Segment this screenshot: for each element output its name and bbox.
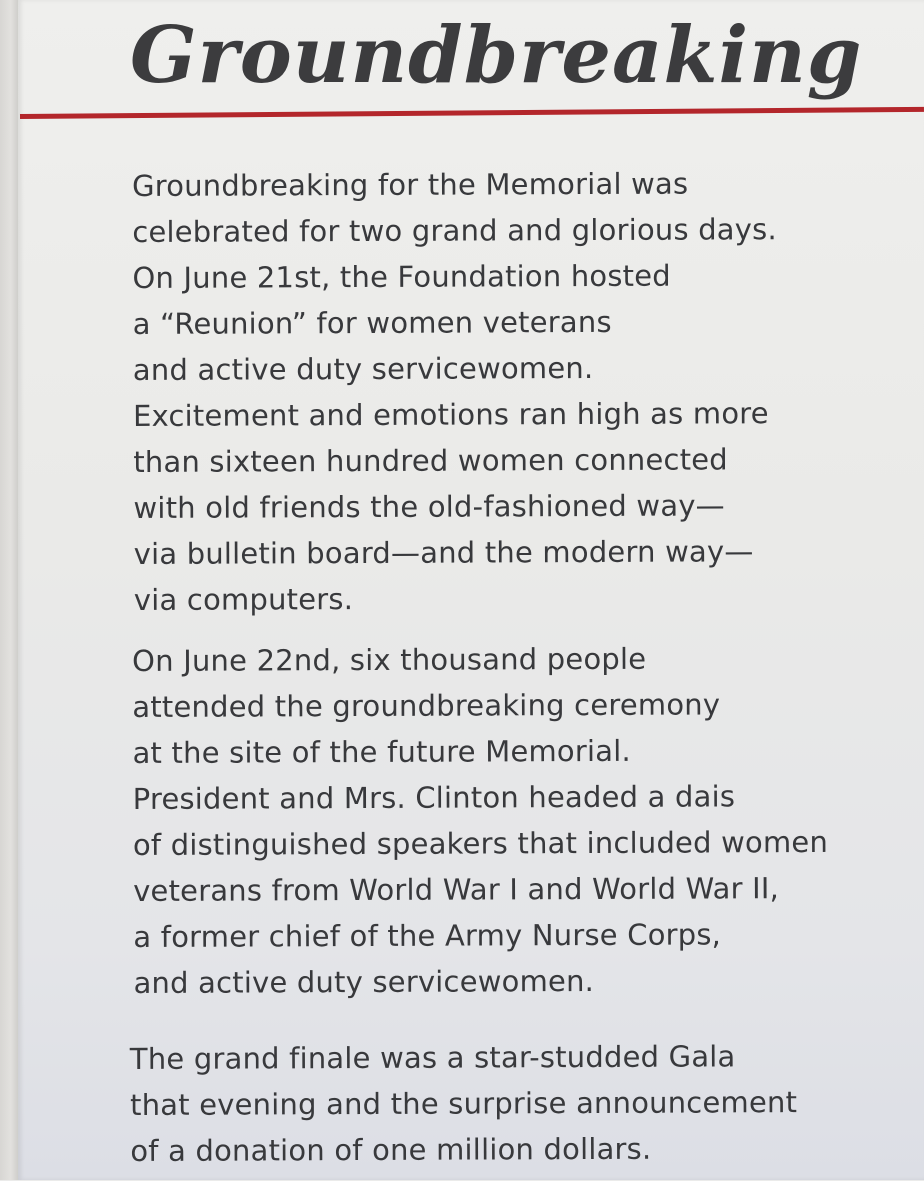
- paragraph-gala: [130, 1033, 798, 1174]
- text-line: via computers.: [133, 582, 354, 617]
- text-line: that evening and the surprise announcement: [130, 1085, 798, 1123]
- text-line: The grand finale was a star-studded Gala: [129, 1039, 736, 1077]
- text-line: and active duty servicewomen.: [133, 963, 595, 1000]
- text-line: On June 21st, the Foundation hosted: [132, 258, 671, 295]
- text-line: of a donation of one million dollars.: [130, 1131, 652, 1169]
- paragraph-reunion: [132, 160, 779, 623]
- text-line: On June 22nd, six thousand people: [132, 641, 647, 678]
- text-line: and active duty servicewomen.: [132, 350, 594, 387]
- text-line: at the site of the future Memorial.: [132, 733, 631, 770]
- text-line: celebrated for two grand and glorious days.: [132, 212, 777, 249]
- text-line: President and Mrs. Clinton headed a dais: [132, 779, 736, 816]
- text-line: veterans from World War I and World War II,: [133, 871, 780, 908]
- text-line: via bulletin board—and the modern way—: [133, 534, 754, 571]
- paragraph-ceremony: [132, 635, 829, 1006]
- text-line: of distinguished speakers that included women: [132, 824, 829, 862]
- text-line: a former chief of the Army Nurse Corps,: [133, 917, 722, 954]
- text-line: a “Reunion” for women veterans: [132, 304, 612, 341]
- text-line: with old friends the old-fashioned way—: [133, 488, 725, 525]
- text-line: than sixteen hundred women connected: [133, 442, 728, 479]
- text-line: Groundbreaking for the Memorial was: [131, 166, 689, 203]
- text-line: Excitement and emotions ran high as more: [132, 396, 769, 433]
- text-line: attended the groundbreaking ceremony: [132, 687, 721, 724]
- panel-heading: Groundbreaking: [130, 10, 863, 101]
